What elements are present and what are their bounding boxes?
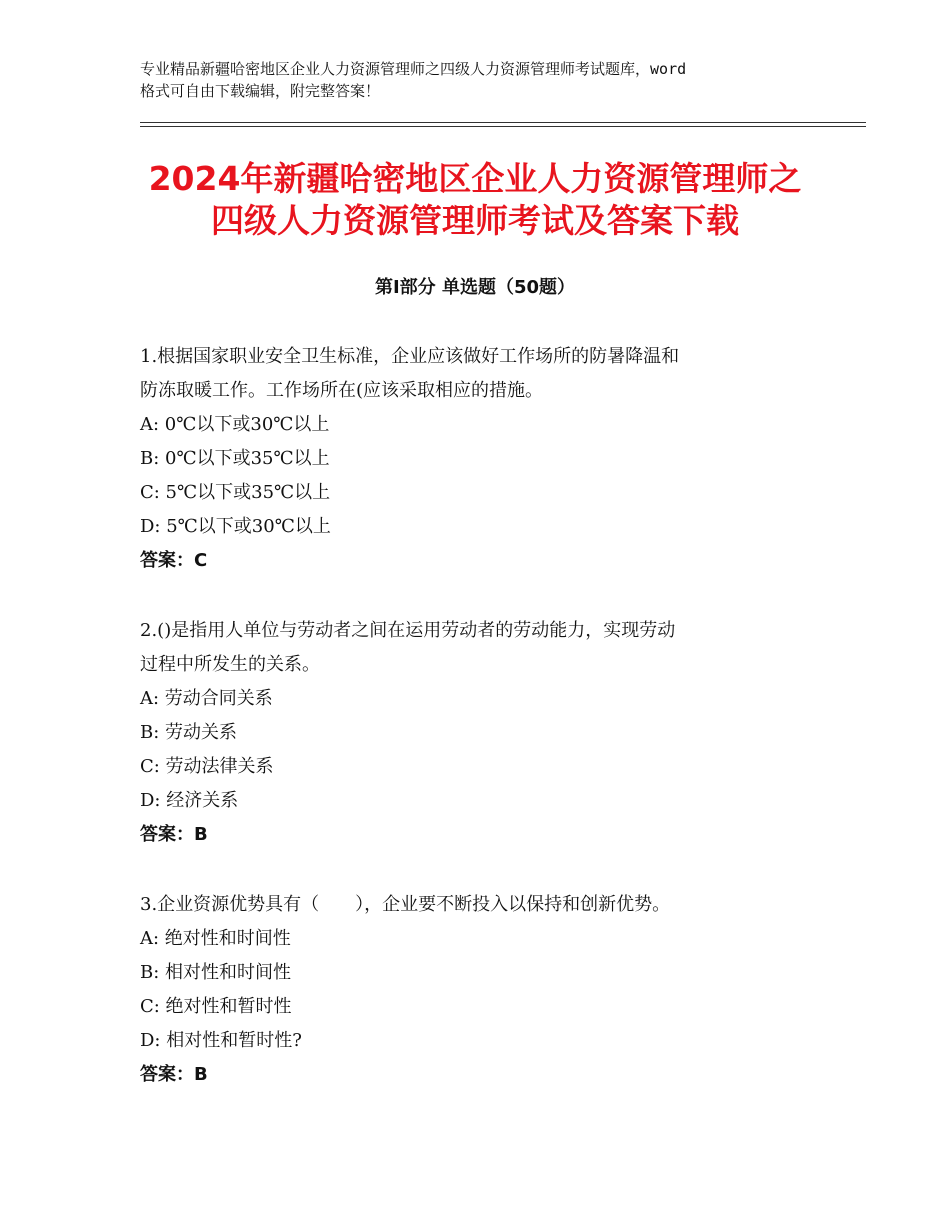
header-note-line-2: 格式可自由下载编辑，附完整答案！ bbox=[140, 82, 381, 100]
question-1-option-d: D: 5℃以下或30℃以上 bbox=[140, 516, 331, 537]
question-1-answer: 答案：C bbox=[140, 550, 208, 571]
question-2-answer: 答案：B bbox=[140, 824, 208, 845]
question-3-option-a: A: 绝对性和时间性 bbox=[140, 928, 291, 949]
question-3-answer: 答案：B bbox=[140, 1064, 208, 1085]
question-3-option-b: B: 相对性和时间性 bbox=[140, 962, 292, 983]
question-1-option-b: B: 0℃以下或35℃以上 bbox=[140, 448, 330, 469]
question-3-option-d: D: 相对性和暂时性? bbox=[140, 1030, 302, 1051]
question-1-option-c: C: 5℃以下或35℃以上 bbox=[140, 482, 331, 503]
question-1-stem-line-1: 1.根据国家职业安全卫生标准，企业应该做好工作场所的防暑降温和 bbox=[140, 346, 680, 367]
question-3 bbox=[140, 888, 820, 1092]
header-note-line-1: 专业精品新疆哈密地区企业人力资源管理师之四级人力资源管理师考试题库，word bbox=[140, 60, 687, 78]
question-2-option-a: A: 劳动合同关系 bbox=[140, 688, 273, 709]
document-title-line-2: 四级人力资源管理师考试及答案下载 bbox=[211, 201, 739, 240]
question-1-stem-line-2: 防冻取暖工作。工作场所在(应该采取相应的措施。 bbox=[140, 380, 544, 401]
question-2 bbox=[140, 614, 820, 852]
question-2-stem-line-2: 过程中所发生的关系。 bbox=[140, 654, 320, 675]
header-note bbox=[140, 58, 820, 102]
question-3-stem-line-1: 3.企业资源优势具有（ ），企业要不断投入以保持和创新优势。 bbox=[140, 894, 671, 915]
question-2-option-c: C: 劳动法律关系 bbox=[140, 756, 274, 777]
question-2-option-d: D: 经济关系 bbox=[140, 790, 239, 811]
question-3-option-c: C: 绝对性和暂时性 bbox=[140, 996, 292, 1017]
question-2-stem-line-1: 2.()是指用人单位与劳动者之间在运用劳动者的劳动能力，实现劳动 bbox=[140, 620, 676, 641]
question-2-option-b: B: 劳动关系 bbox=[140, 722, 238, 743]
section-title: 第Ⅰ部分 单选题（50题） bbox=[374, 277, 575, 298]
header-rule-bottom bbox=[140, 126, 866, 127]
document-title bbox=[90, 158, 860, 242]
question-1-option-a: A: 0℃以下或30℃以上 bbox=[140, 414, 330, 435]
document-title-line-1: 2024年新疆哈密地区企业人力资源管理师之 bbox=[148, 159, 802, 198]
header-rule-top bbox=[140, 122, 866, 123]
question-1 bbox=[140, 340, 820, 578]
